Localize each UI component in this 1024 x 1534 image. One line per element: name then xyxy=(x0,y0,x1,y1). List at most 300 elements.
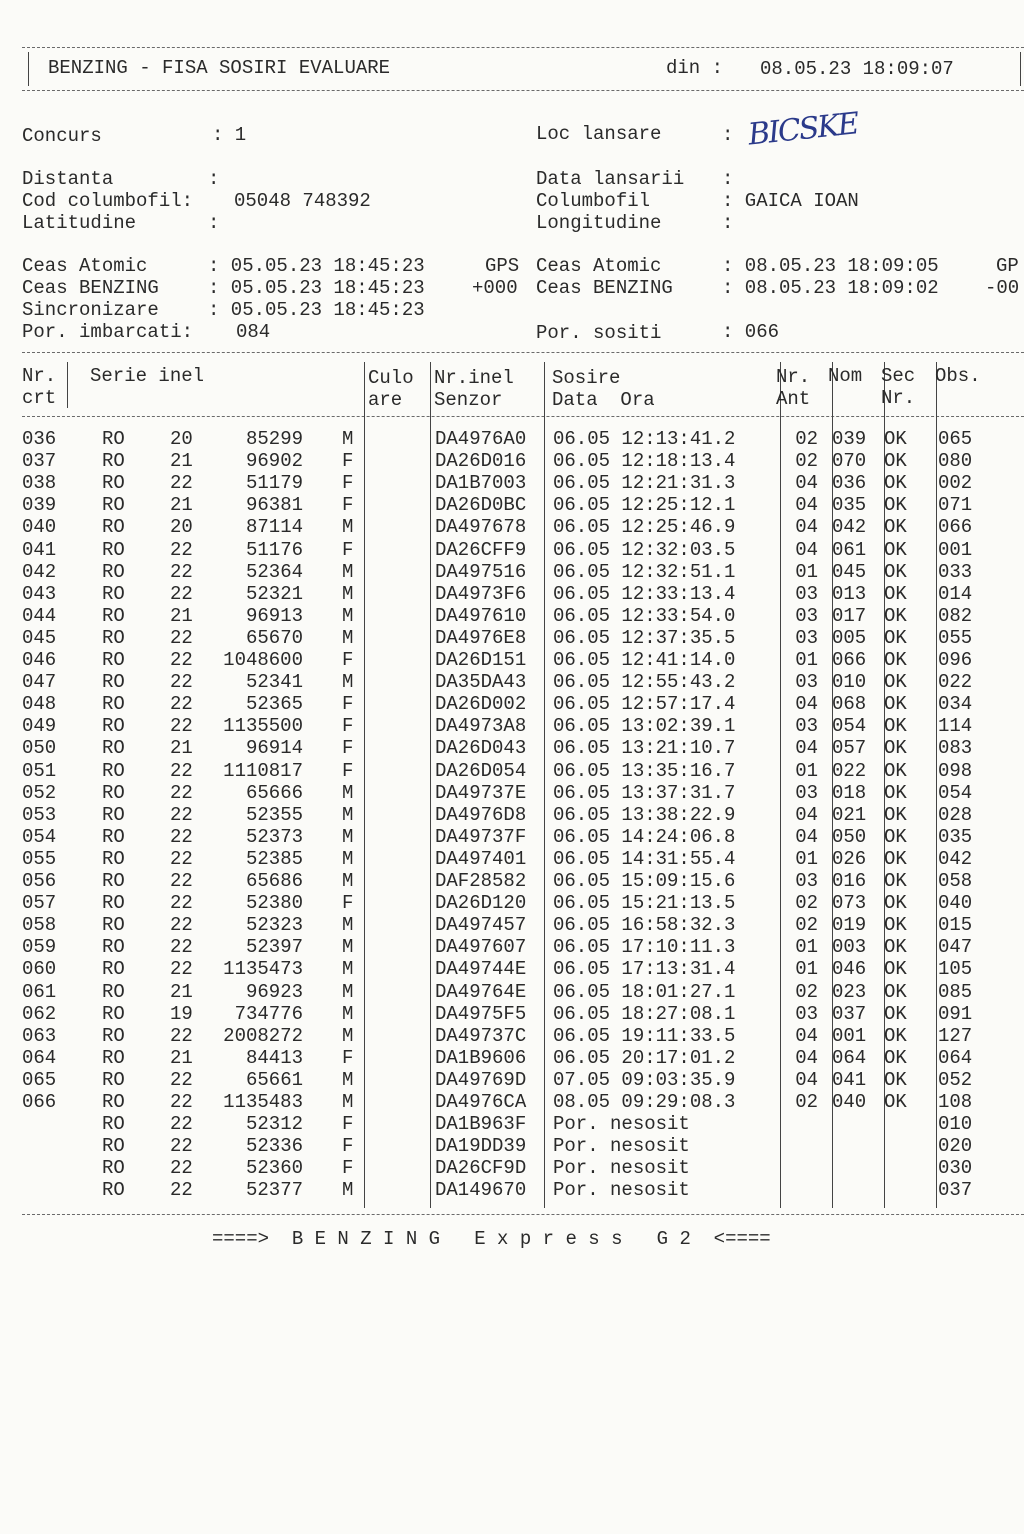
cell-sosire: 06.05 12:37:35.5 xyxy=(553,626,736,649)
cell-senzor: DA26D016 xyxy=(435,450,527,473)
cell-sex: F xyxy=(342,538,354,561)
cell-senzor: DAF28582 xyxy=(435,870,527,892)
cell-nom: 064 xyxy=(832,1046,867,1069)
cell-nr: 066 xyxy=(22,1091,57,1113)
cell-nr: 061 xyxy=(22,980,57,1003)
cell-an: 22 xyxy=(170,649,193,671)
cell-inel: 51176 xyxy=(245,538,303,561)
table-row xyxy=(0,958,1024,980)
cell-sec: OK xyxy=(884,604,907,627)
table-row xyxy=(0,1113,1024,1135)
col-nr-inel-1: Nr.inel xyxy=(434,367,514,389)
cell-sosire: 06.05 18:01:27.1 xyxy=(553,980,736,1003)
cell-nom: 046 xyxy=(832,958,867,981)
col-culoare-1: Culo xyxy=(368,367,414,389)
col-culoare-2: are xyxy=(368,389,403,411)
cell-nom: 023 xyxy=(832,980,867,1003)
cell-ant: 02 xyxy=(795,980,818,1003)
cell-senzor: DA19DD39 xyxy=(435,1135,527,1158)
latitudine-label: Latitudine xyxy=(22,212,137,234)
cell-inel: 84413 xyxy=(245,1046,303,1069)
table-row xyxy=(0,472,1024,494)
cell-sex: F xyxy=(342,715,354,738)
cell-sex: F xyxy=(342,1113,354,1136)
cell-nom: 061 xyxy=(832,538,867,561)
columbofil-value: : GAICA IOAN xyxy=(722,190,859,212)
cell-senzor: DA4976D8 xyxy=(435,803,527,826)
cell-sosire: 06.05 16:58:32.3 xyxy=(553,914,736,937)
cell-obs: 066 xyxy=(938,516,973,539)
cell-nr: 055 xyxy=(22,847,57,870)
loc-lansare-colon: : xyxy=(722,124,734,146)
cell-senzor: DA26D043 xyxy=(435,737,527,760)
cell-nom: 045 xyxy=(832,560,867,583)
cell-sosire: 06.05 13:38:22.9 xyxy=(553,803,736,826)
table-header-rule xyxy=(22,416,1024,417)
cell-nom: 041 xyxy=(832,1068,867,1091)
cell-senzor: DA35DA43 xyxy=(435,671,527,694)
cell-nom: 021 xyxy=(832,803,867,826)
cell-senzor: DA497607 xyxy=(435,936,527,959)
cell-an: 22 xyxy=(170,715,193,738)
col-nr-inel-2: Senzor xyxy=(434,389,503,411)
cell-sec: OK xyxy=(884,715,907,738)
cell-nr: 065 xyxy=(22,1068,57,1091)
table-bottom-rule xyxy=(22,1214,1024,1215)
cell-senzor: DA49769D xyxy=(435,1068,527,1091)
cell-sosire: 06.05 13:02:39.1 xyxy=(553,715,736,738)
cod-columbofil-value: 05048 748392 xyxy=(234,190,371,212)
cell-inel: 52336 xyxy=(245,1135,303,1158)
table-row xyxy=(0,760,1024,782)
cell-sec: OK xyxy=(884,450,907,473)
cell-an: 22 xyxy=(170,1068,193,1091)
table-row xyxy=(0,627,1024,649)
cell-sosire: 06.05 13:37:31.7 xyxy=(553,781,736,804)
cell-tara: RO xyxy=(102,870,125,892)
cell-sex: M xyxy=(342,516,354,539)
col-sosire-1: Sosire xyxy=(552,367,621,389)
longitudine-label: Longitudine xyxy=(536,212,662,234)
cell-obs: 028 xyxy=(938,803,973,826)
cell-nom: 017 xyxy=(832,604,867,627)
cell-tara: RO xyxy=(102,1179,125,1202)
cell-nom: 018 xyxy=(832,781,867,804)
table-row xyxy=(0,494,1024,516)
cell-sex: M xyxy=(342,1002,354,1025)
cell-ant: 04 xyxy=(795,825,818,848)
cell-nom: 036 xyxy=(832,472,867,495)
cell-senzor: DA26CFF9 xyxy=(435,538,527,561)
cell-sex: M xyxy=(342,1024,354,1047)
cell-tara: RO xyxy=(102,759,125,782)
cell-nom: 035 xyxy=(832,494,867,517)
cell-ant: 01 xyxy=(795,759,818,782)
table-row xyxy=(0,892,1024,914)
cell-an: 22 xyxy=(170,671,193,694)
table-row xyxy=(0,848,1024,870)
table-row xyxy=(0,649,1024,671)
cell-ant: 04 xyxy=(795,538,818,561)
table-top-rule xyxy=(22,352,1024,353)
cell-sec: OK xyxy=(884,560,907,583)
cell-tara: RO xyxy=(102,1024,125,1047)
cell-obs: 058 xyxy=(938,870,973,892)
cell-ant: 04 xyxy=(795,1068,818,1091)
cell-sec: OK xyxy=(884,958,907,981)
cell-senzor: DA4976CA xyxy=(435,1091,527,1113)
cell-nr: 053 xyxy=(22,803,57,826)
cell-tara: RO xyxy=(102,538,125,561)
cell-nom: 068 xyxy=(832,693,867,716)
cell-sex: F xyxy=(342,759,354,782)
cell-obs: 014 xyxy=(938,582,973,605)
cell-tara: RO xyxy=(102,1046,125,1069)
col-serie-inel: Serie inel xyxy=(90,365,205,387)
cell-sex: M xyxy=(342,582,354,605)
cell-obs: 064 xyxy=(938,1046,973,1069)
cell-inel: 2008272 xyxy=(223,1024,303,1047)
cell-tara: RO xyxy=(102,560,125,583)
din-label: din : xyxy=(666,57,724,79)
cell-nom: 022 xyxy=(832,759,867,782)
cell-nom: 040 xyxy=(832,1091,867,1113)
data-lansarii-value: : xyxy=(722,168,734,190)
cell-ant: 01 xyxy=(795,936,818,959)
cell-sosire: 06.05 17:13:31.4 xyxy=(553,958,736,981)
cell-ant: 04 xyxy=(795,516,818,539)
cell-an: 19 xyxy=(170,1002,193,1025)
cell-tara: RO xyxy=(102,649,125,671)
ceas-benzing-end-label: Ceas BENZING xyxy=(536,277,673,299)
header-top-border xyxy=(22,47,1024,48)
col-sec-2: Nr. xyxy=(881,387,916,409)
cell-nr: 058 xyxy=(22,914,57,937)
ceas-benzing-end-suffix: -00 xyxy=(985,277,1020,299)
table-row xyxy=(0,693,1024,715)
cell-obs: 108 xyxy=(938,1091,973,1113)
cell-senzor: DA49737E xyxy=(435,781,527,804)
cell-sec: OK xyxy=(884,1091,907,1113)
cell-sex: M xyxy=(342,936,354,959)
cell-sex: M xyxy=(342,1091,354,1113)
cell-an: 20 xyxy=(170,516,193,539)
cell-nom: 010 xyxy=(832,671,867,694)
cell-an: 22 xyxy=(170,936,193,959)
cell-sex: F xyxy=(342,892,354,915)
cell-nom: 066 xyxy=(832,649,867,671)
cell-an: 22 xyxy=(170,914,193,937)
cell-an: 22 xyxy=(170,892,193,915)
cell-nr: 040 xyxy=(22,516,57,539)
cell-obs: 034 xyxy=(938,693,973,716)
cell-nr: 054 xyxy=(22,825,57,848)
cell-senzor: DA49737C xyxy=(435,1024,527,1047)
table-row xyxy=(0,450,1024,472)
cell-sosire: 06.05 19:11:33.5 xyxy=(553,1024,736,1047)
cell-nr: 036 xyxy=(22,428,57,450)
cell-inel: 96381 xyxy=(245,494,303,517)
cell-obs: 085 xyxy=(938,980,973,1003)
table-row xyxy=(0,1003,1024,1025)
cell-sosire: 06.05 20:17:01.2 xyxy=(553,1046,736,1069)
cell-nr: 038 xyxy=(22,472,57,495)
cell-an: 21 xyxy=(170,604,193,627)
distanta-value: : xyxy=(208,168,220,190)
cell-nr: 044 xyxy=(22,604,57,627)
cell-an: 22 xyxy=(170,560,193,583)
table-row xyxy=(0,583,1024,605)
cell-an: 22 xyxy=(170,693,193,716)
cell-sec: OK xyxy=(884,538,907,561)
cell-obs: 071 xyxy=(938,494,973,517)
cell-ant: 02 xyxy=(795,892,818,915)
footer-brand: ====> B E N Z I N G E x p r e s s G 2 <==== xyxy=(212,1228,771,1250)
cell-obs: 040 xyxy=(938,892,973,915)
cell-sosire: 06.05 12:33:54.0 xyxy=(553,604,736,627)
cell-ant: 02 xyxy=(795,428,818,450)
table-row xyxy=(0,1157,1024,1179)
cell-senzor: DA26D151 xyxy=(435,649,527,671)
distanta-label: Distanta xyxy=(22,168,114,190)
cell-an: 22 xyxy=(170,538,193,561)
cell-senzor: DA49737F xyxy=(435,825,527,848)
cell-inel: 1135500 xyxy=(223,715,303,738)
cell-ant: 04 xyxy=(795,737,818,760)
table-row xyxy=(0,671,1024,693)
cell-sec: OK xyxy=(884,737,907,760)
cell-sex: M xyxy=(342,781,354,804)
cell-tara: RO xyxy=(102,958,125,981)
ceas-atomic-start-value: : 05.05.23 18:45:23 xyxy=(208,255,425,277)
cell-tara: RO xyxy=(102,715,125,738)
table-row xyxy=(0,981,1024,1003)
col-nom: Nom xyxy=(828,365,863,387)
cell-sex: F xyxy=(342,1046,354,1069)
ceas-atomic-start-suffix: GPS xyxy=(485,255,520,277)
cell-inel: 65686 xyxy=(245,870,303,892)
cell-obs: 096 xyxy=(938,649,973,671)
cell-sex: M xyxy=(342,1068,354,1091)
cell-senzor: DA26D054 xyxy=(435,759,527,782)
cell-obs: 033 xyxy=(938,560,973,583)
cell-nom: 016 xyxy=(832,870,867,892)
cell-an: 21 xyxy=(170,980,193,1003)
cell-tara: RO xyxy=(102,693,125,716)
cell-ant: 02 xyxy=(795,914,818,937)
cell-tara: RO xyxy=(102,671,125,694)
cell-sosire: 06.05 12:32:03.5 xyxy=(553,538,736,561)
cell-sex: F xyxy=(342,693,354,716)
cell-obs: 052 xyxy=(938,1068,973,1091)
cell-obs: 047 xyxy=(938,936,973,959)
cell-ant: 01 xyxy=(795,847,818,870)
cell-senzor: DA497610 xyxy=(435,604,527,627)
cell-ant: 02 xyxy=(795,1091,818,1113)
cell-nom: 019 xyxy=(832,914,867,937)
imbarcati-value: 084 xyxy=(236,321,271,343)
cell-an: 21 xyxy=(170,450,193,473)
cell-an: 20 xyxy=(170,428,193,450)
report-title: BENZING - FISA SOSIRI EVALUARE xyxy=(48,57,391,79)
cell-obs: 030 xyxy=(938,1157,973,1180)
cell-inel: 52365 xyxy=(245,693,303,716)
cell-nom: 013 xyxy=(832,582,867,605)
cell-senzor: DA1B9606 xyxy=(435,1046,527,1069)
cell-tara: RO xyxy=(102,1135,125,1158)
cell-inel: 87114 xyxy=(245,516,303,539)
cell-sex: M xyxy=(342,980,354,1003)
cell-obs: 091 xyxy=(938,1002,973,1025)
cell-sosire: 06.05 14:24:06.8 xyxy=(553,825,736,848)
cell-inel: 52323 xyxy=(245,914,303,937)
cell-tara: RO xyxy=(102,604,125,627)
table-row xyxy=(0,782,1024,804)
cell-obs: 127 xyxy=(938,1024,973,1047)
cell-nr: 042 xyxy=(22,560,57,583)
cell-nr: 060 xyxy=(22,958,57,981)
cell-sosire: Por. nesosit xyxy=(553,1113,690,1136)
table-row xyxy=(0,715,1024,737)
cell-inel: 1048600 xyxy=(223,649,303,671)
ceas-atomic-end-value: : 08.05.23 18:09:05 xyxy=(722,255,939,277)
cell-nr: 057 xyxy=(22,892,57,915)
cell-an: 22 xyxy=(170,1135,193,1158)
cell-sosire: 06.05 13:35:16.7 xyxy=(553,759,736,782)
sositi-label: Por. sositi xyxy=(536,322,662,344)
cell-sec: OK xyxy=(884,892,907,915)
col-sec-1: Sec xyxy=(881,365,916,387)
cell-tara: RO xyxy=(102,892,125,915)
table-row xyxy=(0,605,1024,627)
cell-inel: 52380 xyxy=(245,892,303,915)
cell-sec: OK xyxy=(884,1068,907,1091)
table-row xyxy=(0,737,1024,759)
cell-inel: 96914 xyxy=(245,737,303,760)
cell-obs: 042 xyxy=(938,847,973,870)
cell-nr: 063 xyxy=(22,1024,57,1047)
cell-tara: RO xyxy=(102,450,125,473)
cell-nom: 070 xyxy=(832,450,867,473)
cell-sosire: 06.05 13:21:10.7 xyxy=(553,737,736,760)
cell-inel: 96913 xyxy=(245,604,303,627)
cell-inel: 1110817 xyxy=(223,759,303,782)
cell-ant: 03 xyxy=(795,626,818,649)
loc-lansare-label: Loc lansare xyxy=(536,123,662,145)
cell-senzor: DA4973F6 xyxy=(435,582,527,605)
cell-nr: 064 xyxy=(22,1046,57,1069)
cell-sex: M xyxy=(342,914,354,937)
cell-ant: 03 xyxy=(795,870,818,892)
cell-inel: 52355 xyxy=(245,803,303,826)
cell-sosire: 06.05 12:55:43.2 xyxy=(553,671,736,694)
cell-tara: RO xyxy=(102,1002,125,1025)
cell-obs: 035 xyxy=(938,825,973,848)
cell-an: 22 xyxy=(170,582,193,605)
cell-obs: 037 xyxy=(938,1179,973,1202)
col-nr-crt-2: crt xyxy=(22,387,57,409)
cell-inel: 52385 xyxy=(245,847,303,870)
table-row xyxy=(0,1025,1024,1047)
cell-inel: 96923 xyxy=(245,980,303,1003)
cell-nom: 001 xyxy=(832,1024,867,1047)
imbarcati-label: Por. imbarcati: xyxy=(22,321,194,343)
cell-an: 22 xyxy=(170,825,193,848)
cell-ant: 04 xyxy=(795,693,818,716)
columbofil-label: Columbofil xyxy=(536,190,651,212)
cell-sec: OK xyxy=(884,980,907,1003)
cell-tara: RO xyxy=(102,472,125,495)
cell-sec: OK xyxy=(884,494,907,517)
cell-ant: 04 xyxy=(795,803,818,826)
cell-senzor: DA4976A0 xyxy=(435,428,527,450)
cell-inel: 65666 xyxy=(245,781,303,804)
col-sep-nr xyxy=(67,362,68,408)
cell-nom: 005 xyxy=(832,626,867,649)
cell-an: 22 xyxy=(170,1179,193,1202)
cell-ant: 03 xyxy=(795,715,818,738)
cell-ant: 02 xyxy=(795,450,818,473)
cell-sex: F xyxy=(342,1135,354,1158)
cell-senzor: DA4973A8 xyxy=(435,715,527,738)
cell-tara: RO xyxy=(102,1157,125,1180)
cell-nr: 037 xyxy=(22,450,57,473)
cell-sex: F xyxy=(342,494,354,517)
cell-senzor: DA497401 xyxy=(435,847,527,870)
cell-nr: 059 xyxy=(22,936,57,959)
cell-an: 22 xyxy=(170,781,193,804)
cell-sosire: 06.05 12:21:31.3 xyxy=(553,472,736,495)
cell-nom: 039 xyxy=(832,428,867,450)
cell-nr: 039 xyxy=(22,494,57,517)
cell-obs: 022 xyxy=(938,671,973,694)
cell-sec: OK xyxy=(884,472,907,495)
cell-sec: OK xyxy=(884,1046,907,1069)
sincronizare-value: : 05.05.23 18:45:23 xyxy=(208,299,425,321)
cell-sex: M xyxy=(342,626,354,649)
cell-obs: 002 xyxy=(938,472,973,495)
cell-sosire: 06.05 12:18:13.4 xyxy=(553,450,736,473)
cell-an: 22 xyxy=(170,1091,193,1113)
cell-obs: 083 xyxy=(938,737,973,760)
cell-nom: 057 xyxy=(832,737,867,760)
table-row xyxy=(0,826,1024,848)
header-bottom-border xyxy=(22,90,1024,91)
cell-tara: RO xyxy=(102,516,125,539)
cell-an: 22 xyxy=(170,847,193,870)
cell-sosire: 06.05 12:41:14.0 xyxy=(553,649,736,671)
cell-nom: 037 xyxy=(832,1002,867,1025)
cell-tara: RO xyxy=(102,781,125,804)
table-row xyxy=(0,804,1024,826)
cell-obs: 054 xyxy=(938,781,973,804)
cell-nom: 026 xyxy=(832,847,867,870)
cell-an: 22 xyxy=(170,626,193,649)
cell-senzor: DA497516 xyxy=(435,560,527,583)
cell-obs: 080 xyxy=(938,450,973,473)
cell-nom: 042 xyxy=(832,516,867,539)
cell-inel: 52397 xyxy=(245,936,303,959)
cell-sec: OK xyxy=(884,759,907,782)
cell-inel: 52373 xyxy=(245,825,303,848)
table-row xyxy=(0,539,1024,561)
cell-ant: 01 xyxy=(795,649,818,671)
cell-sex: M xyxy=(342,803,354,826)
cell-sec: OK xyxy=(884,649,907,671)
table-row xyxy=(0,561,1024,583)
concurs-value: : 1 xyxy=(212,124,247,146)
table-row xyxy=(0,1091,1024,1113)
